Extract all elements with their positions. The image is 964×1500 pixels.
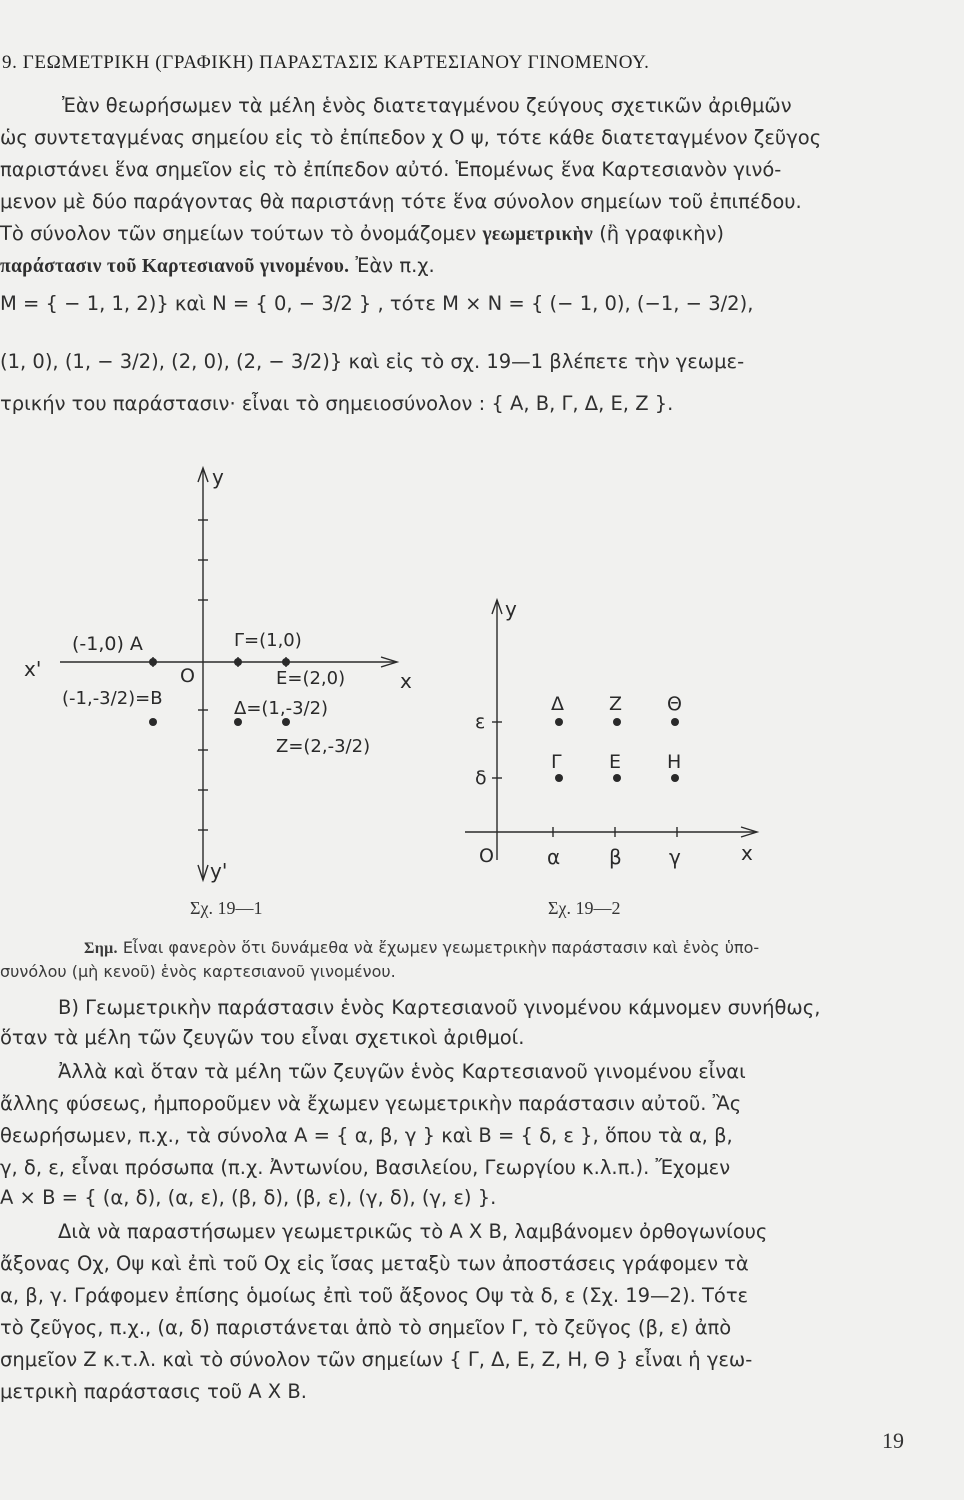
note-line-1 — [84, 938, 759, 958]
fig2-point-D — [555, 718, 563, 726]
body-line-6: γ, δ, ε, εἶναι πρόσωπα (π.χ. Ἀντωνίου, Βασιλείου, Γεωργίου κ.λ.π.). Ἔχομεν — [0, 1156, 731, 1179]
intro-line-3: παριστάνει ἕνα σημεῖον εἰς τὸ ἐπίπεδον αὐτό. Ἑπομένως ἕνα Καρτεσιανὸν γινό- — [0, 158, 782, 181]
figure-19-2 — [455, 590, 785, 890]
fig2-xtick-a: α — [547, 845, 561, 869]
intro-line-2: ὡς συντεταγμένας σημείου εἰς τὸ ἐπίπεδον χ Ο ψ, τότε κάθε διατεταγμένον ζεῦγος — [0, 126, 822, 149]
fig1-point-E — [282, 658, 290, 666]
fig1-point-A — [149, 658, 157, 666]
fig2-label-G: Γ — [551, 751, 562, 773]
body-line-4: ἄλλης φύσεως, ἠμποροῦμεν νὰ ἔχωμεν γεωμετρικὴν παράστασιν αὐτοῦ. Ἂς — [0, 1092, 742, 1115]
intro-line-4: μενον μὲ δύο παράγοντας θὰ παριστάνῃ τότε ἕνα σύνολον σημείων τοῦ ἐπιπέδου. — [0, 190, 802, 213]
figure-19-1 — [20, 460, 460, 890]
fig1-label-Z: Z=(2,-3/2) — [276, 736, 371, 757]
note-text-1: Εἶναι φανερὸν ὅτι δυνάμεθα νὰ ἔχωμεν γεωμετρικὴν παράστασιν καὶ ἑνὸς ὑπο- — [122, 938, 760, 957]
note-label: Σημ. — [84, 940, 118, 957]
fig2-xtick-b: β — [609, 845, 622, 869]
fig1-label-G: Γ=(1,0) — [234, 630, 302, 651]
fig2-caption: Σχ. 19—2 — [548, 898, 621, 918]
fig2-point-G — [555, 774, 563, 782]
fig2-label-H: H — [667, 751, 682, 773]
fig1-point-G — [234, 658, 242, 666]
intro-line-5 — [0, 222, 724, 246]
fig2-x-label: x — [741, 841, 753, 865]
fig2-point-H — [671, 774, 679, 782]
intro-bold-phrase: παράστασιν τοῦ Καρτεσιανοῦ γινομένου. — [0, 256, 350, 277]
fig1-x-label: x — [400, 669, 412, 693]
body-line-5: θεωρήσωμεν, π.χ., τὰ σύνολα Α = { α, β, γ } καὶ Β = { δ, ε }, ὅπου τὰ α, β, — [0, 1124, 733, 1147]
intro-line-6 — [0, 254, 435, 278]
fig1-y-label: y — [212, 465, 224, 489]
body-line-9: ἄξονας Οχ, Οψ καὶ ἐπὶ τοῦ Οχ εἰς ἴσας μεταξὺ των ἀποστάσεις γράφομεν τὰ — [0, 1252, 749, 1275]
fig2-label-E: E — [609, 751, 622, 773]
fig2-xtick-g: γ — [669, 845, 681, 869]
fig2-point-E — [613, 774, 621, 782]
fig2-point-Z — [613, 718, 621, 726]
fig1-caption: Σχ. 19—1 — [190, 898, 263, 918]
fig1-point-D — [234, 718, 242, 726]
fig2-point-Th — [671, 718, 679, 726]
fig2-label-Z: Z — [609, 693, 623, 715]
fig1-yneg-label: y' — [210, 859, 228, 883]
body-line-13: μετρικὴ παράστασις τοῦ Α Χ Β. — [0, 1380, 307, 1403]
fig2-origin: O — [479, 845, 494, 867]
fig1-label-E: E=(2,0) — [276, 668, 346, 689]
math-line-1: Μ = { − 1, 1, 2)} καὶ Ν = { 0, − 3/2 } , τότε Μ × Ν = { (− 1, 0), (−1, − 3/2), — [0, 292, 754, 315]
fig2-ytick-d: δ — [475, 767, 487, 789]
math-line-3: τρικήν του παράστασιν· εἶναι τὸ σημειοσύνολον : { Α, Β, Γ, Δ, Ε, Ζ }. — [0, 392, 674, 415]
intro-line-5-text: Τὸ σύνολον τῶν σημείων τούτων τὸ ὀνομάζομεν — [0, 222, 477, 245]
intro-bold-term: γεωμετρικὴν — [482, 224, 593, 245]
section-heading: 9. ΓΕΩΜΕΤΡΙΚΗ (ΓΡΑΦΙΚΗ) ΠΑΡΑΣΤΑΣΙΣ ΚΑΡΤΕΣΙΑΝΟΥ ΓΙΝΟΜΕΝΟΥ. — [2, 52, 650, 73]
body-line-8: Διὰ νὰ παραστήσωμεν γεωμετρικῶς τὸ Α Χ Β, λαμβάνομεν ὀρθογωνίους — [58, 1220, 768, 1243]
fig1-xneg-label: x' — [24, 657, 42, 681]
body-line-10: α, β, γ. Γράφομεν ἐπίσης ὁμοίως ἐπὶ τοῦ ἄξονος Οψ τὰ δ, ε (Σχ. 19—2). Τότε — [0, 1284, 749, 1307]
note-line-2: συνόλου (μὴ κενοῦ) ἑνὸς καρτεσιανοῦ γινομένου. — [0, 962, 396, 981]
fig2-ytick-e: ε — [475, 711, 486, 733]
body-line-1: Β) Γεωμετρικὴν παράστασιν ἑνὸς Καρτεσιανοῦ γινομένου κάμνομεν συνήθως, — [58, 996, 821, 1019]
fig1-label-B: (-1,-3/2)=B — [62, 688, 163, 709]
fig2-label-D: Δ — [551, 693, 564, 715]
fig1-label-D: Δ=(1,-3/2) — [234, 698, 329, 719]
fig1-label-A: (-1,0) A — [72, 633, 143, 655]
math-line-2: (1, 0), (1, − 3/2), (2, 0), (2, − 3/2)} καὶ εἰς τὸ σχ. 19—1 βλέπετε τὴν γεωμε- — [0, 350, 745, 373]
page-number: 19 — [882, 1428, 904, 1453]
body-line-7: Α × Β = { (α, δ), (α, ε), (β, δ), (β, ε), (γ, δ), (γ, ε) }. — [0, 1186, 497, 1209]
fig1-point-B — [149, 718, 157, 726]
intro-line-6-tail: Ἐὰν π.χ. — [355, 254, 435, 277]
body-line-2: ὅταν τὰ μέλη τῶν ζευγῶν του εἶναι σχετικοὶ ἀριθμοί. — [0, 1026, 525, 1049]
intro-line-1: Ἐὰν θεωρήσωμεν τὰ μέλη ἑνὸς διατεταγμένου ζεύγους σχετικῶν ἀριθμῶν — [62, 94, 792, 117]
fig1-origin: O — [180, 665, 195, 687]
fig2-y-label: y — [505, 597, 517, 621]
body-line-3: Ἀλλὰ καὶ ὅταν τὰ μέλη τῶν ζευγῶν ἑνὸς Καρτεσιανοῦ γινομένου εἶναι — [58, 1060, 746, 1083]
fig2-label-Th: Θ — [667, 693, 682, 715]
fig1-point-Z — [282, 718, 290, 726]
intro-line-5-tail: (ἢ γραφικὴν) — [599, 222, 724, 245]
body-line-11: τὸ ζεῦγος, π.χ., (α, δ) παριστάνεται ἀπὸ τὸ σημεῖον Γ, τὸ ζεῦγος (β, ε) ἀπὸ — [0, 1316, 732, 1339]
body-line-12: σημεῖον Ζ κ.τ.λ. καὶ τὸ σύνολον τῶν σημείων { Γ, Δ, Ε, Ζ, Η, Θ } εἶναι ἡ γεω- — [0, 1348, 753, 1371]
